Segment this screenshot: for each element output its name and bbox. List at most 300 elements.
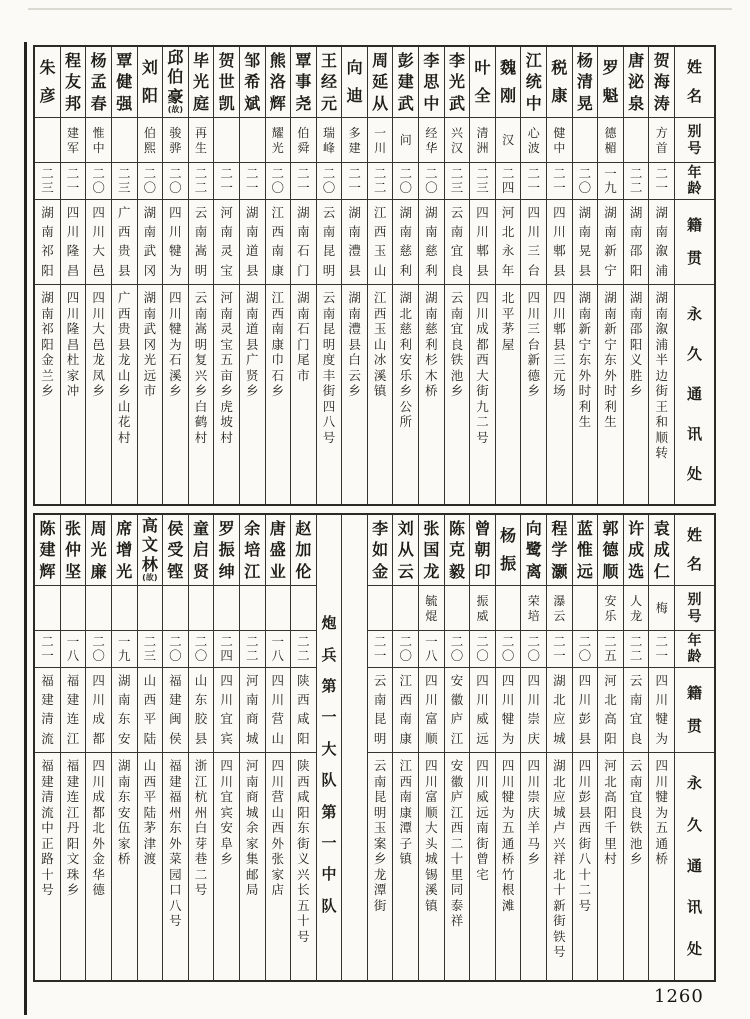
address-cell: 江 西 南 康 巾 石 乡 bbox=[271, 290, 285, 398]
alias-cell bbox=[291, 586, 316, 631]
origin-cell: 湖 南 慈 利 bbox=[419, 200, 444, 285]
roster-entry bbox=[392, 515, 418, 980]
origin-cell: 安 徽 庐 江 bbox=[445, 668, 470, 753]
age-cell: 二 三 bbox=[138, 631, 163, 668]
address-cell: 四 川 成 都 北 外 金 华 德 bbox=[92, 758, 105, 897]
age-cell: 二 〇 bbox=[163, 631, 188, 668]
roster-entry bbox=[495, 47, 521, 504]
address-cell: 四 川 富 顺 大 头 城 锡 溪 镇 bbox=[425, 758, 438, 913]
address-cell: 云 南 宜 良 铁 池 乡 bbox=[629, 758, 643, 866]
age-cell: 一 八 bbox=[61, 631, 86, 668]
roster-entry bbox=[111, 47, 137, 504]
origin-cell: 四 川 郫 县 bbox=[470, 200, 495, 285]
age-cell: 一 八 bbox=[419, 631, 444, 668]
alias-cell: 心 波 bbox=[521, 118, 546, 163]
age-cell: 二 〇 bbox=[393, 163, 418, 200]
roster-entry bbox=[648, 47, 674, 504]
name-cell: 曾 朝 印 bbox=[470, 515, 495, 586]
roster-entry bbox=[648, 515, 674, 980]
origin-cell: 广 西 贵 县 bbox=[112, 200, 137, 285]
address-cell: 湖 南 石 门 尾 市 bbox=[297, 290, 310, 383]
address-cell: 湖 南 新 宁 东 外 时 利 生 bbox=[578, 290, 592, 429]
age-cell: 二 三 bbox=[470, 163, 495, 200]
roster-entry bbox=[597, 515, 623, 980]
name-cell: 贺 海 涛 bbox=[649, 47, 674, 118]
age-cell: 二 三 bbox=[445, 163, 470, 200]
address-cell: 福 建 连 江 丹 阳 文 珠 乡 bbox=[66, 758, 80, 897]
age-cell: 二 〇 bbox=[496, 631, 521, 668]
age-cell: 二 〇 bbox=[445, 631, 470, 668]
header-age: 年 龄 bbox=[675, 163, 714, 200]
address-cell: 江 西 玉 山 冰 溪 镇 bbox=[373, 290, 387, 398]
binding-gutter-line bbox=[24, 42, 27, 1015]
origin-cell: 湖 南 晃 县 bbox=[573, 200, 598, 285]
address-cell: 湖 南 新 宁 东 外 时 利 生 bbox=[604, 290, 617, 429]
name-cell: 邹 希 斌 bbox=[240, 47, 265, 118]
name-cell: 彭 建 武 bbox=[393, 47, 418, 118]
address-cell: 广 西 贵 县 龙 山 乡 山 花 村 bbox=[117, 290, 131, 445]
origin-cell: 四 川 郫 县 bbox=[547, 200, 572, 285]
address-cell: 湖 北 慈 利 安 乐 乡 公 所 bbox=[399, 290, 413, 429]
origin-cell: 山 西 平 陆 bbox=[138, 668, 163, 753]
alias-cell: 汉 bbox=[496, 118, 521, 163]
name-cell: 程 学 灏 bbox=[547, 515, 572, 586]
roster-entry bbox=[597, 47, 623, 504]
name-cell: 刘 阳 bbox=[138, 47, 163, 118]
alias-cell: 振 威 bbox=[470, 586, 495, 631]
origin-cell: 云 南 昆 明 bbox=[317, 200, 342, 285]
age-cell: 二 二 bbox=[291, 631, 316, 668]
origin-cell: 湖 北 应 城 bbox=[547, 668, 572, 753]
address-cell: 四 川 彭 县 西 街 八 十 二 号 bbox=[578, 758, 592, 913]
origin-cell: 四 川 犍 为 bbox=[649, 668, 674, 753]
address-cell: 湖 南 祁 阳 金 兰 乡 bbox=[41, 290, 54, 398]
alias-cell: 健 中 bbox=[547, 118, 572, 163]
alias-cell: 耀 光 bbox=[266, 118, 291, 163]
age-cell: 二 一 bbox=[547, 631, 572, 668]
name-cell: 向 鹭 离 bbox=[521, 515, 546, 586]
roster-entry bbox=[341, 47, 367, 504]
address-cell: 北 平 茅 屋 bbox=[501, 290, 515, 352]
origin-cell: 四 川 营 山 bbox=[266, 668, 291, 753]
header-address: 永 久 通 讯 处 bbox=[686, 305, 702, 483]
address-cell: 云 南 嵩 明 复 兴 乡 白 鹤 村 bbox=[194, 290, 208, 445]
roster-entry bbox=[623, 515, 649, 980]
origin-cell: 四 川 犍 为 bbox=[496, 668, 521, 753]
age-cell: 二 二 bbox=[189, 163, 214, 200]
alias-cell: 伯 熙 bbox=[138, 118, 163, 163]
age-cell: 二 四 bbox=[214, 631, 239, 668]
origin-cell: 湖 南 东 安 bbox=[112, 668, 137, 753]
alias-cell: 清 洲 bbox=[470, 118, 495, 163]
name-cell: 叶 全 bbox=[470, 47, 495, 118]
roster-entry bbox=[546, 47, 572, 504]
alias-cell bbox=[214, 586, 239, 631]
alias-cell bbox=[35, 118, 60, 163]
alias-cell: 人 龙 bbox=[624, 586, 649, 631]
age-cell: 二 〇 bbox=[86, 163, 111, 200]
name-cell: 邱 伯 豪 (故) bbox=[163, 47, 188, 118]
roster-entry bbox=[623, 47, 649, 504]
header-address: 永 久 通 讯 处 bbox=[686, 774, 702, 958]
name-cell: 许 成 选 bbox=[624, 515, 649, 586]
alias-cell: 瑞 峰 bbox=[317, 118, 342, 163]
roster-entry bbox=[495, 515, 521, 980]
alias-cell: 骏 骅 bbox=[163, 118, 188, 163]
origin-cell: 江 西 南 康 bbox=[393, 668, 418, 753]
age-cell: 二 一 bbox=[547, 163, 572, 200]
origin-cell: 河 南 灵 宝 bbox=[214, 200, 239, 285]
alias-cell: 再 生 bbox=[189, 118, 214, 163]
alias-cell: 安 乐 bbox=[598, 586, 623, 631]
roster-entry bbox=[520, 515, 546, 980]
name-cell: 唐 盛 业 bbox=[266, 515, 291, 586]
origin-cell: 河 北 永 年 bbox=[496, 200, 521, 285]
origin-cell: 湖 南 澧 县 bbox=[342, 200, 367, 285]
alias-cell: 梅 bbox=[649, 586, 674, 631]
name-cell: 贺 世 凯 bbox=[214, 47, 239, 118]
address-cell: 四 川 大 邑 龙 凤 乡 bbox=[92, 290, 105, 398]
alias-cell bbox=[266, 586, 291, 631]
name-cell: 李 思 中 bbox=[419, 47, 444, 118]
age-cell: 二 一 bbox=[649, 163, 674, 200]
origin-cell: 江 西 南 康 bbox=[266, 200, 291, 285]
header-name: 姓 名 bbox=[675, 515, 714, 586]
address-cell: 四 川 犍 为 五 通 桥 bbox=[655, 758, 668, 866]
address-cell: 河 北 高 阳 千 里 村 bbox=[604, 758, 617, 866]
name-cell: 陈 克 毅 bbox=[445, 515, 470, 586]
origin-cell: 陕 西 咸 阳 bbox=[291, 668, 316, 753]
age-cell: 二 三 bbox=[112, 163, 137, 200]
roster-entry bbox=[213, 515, 239, 980]
address-cell: 山 西 平 陆 茅 津 渡 bbox=[143, 758, 157, 866]
name-cell: 覃 事 尧 bbox=[291, 47, 316, 118]
address-cell: 四 川 郫 县 三 元 场 bbox=[553, 290, 566, 398]
name-cell: 杨 孟 春 bbox=[86, 47, 111, 118]
alias-cell bbox=[112, 586, 137, 631]
address-cell: 浙 江 杭 州 白 芽 巷 二 号 bbox=[194, 758, 208, 897]
roster-entry bbox=[316, 47, 342, 504]
age-cell: 二 〇 bbox=[419, 163, 444, 200]
address-cell: 云 南 昆 明 度 丰 街 四 八 号 bbox=[322, 290, 336, 445]
age-cell: 二 〇 bbox=[86, 631, 111, 668]
age-cell: 二 〇 bbox=[393, 631, 418, 668]
address-cell: 四 川 威 远 南 街 曾 宅 bbox=[476, 758, 489, 882]
age-cell: 二 一 bbox=[61, 163, 86, 200]
roster-entry bbox=[290, 515, 316, 980]
age-cell: 二 四 bbox=[496, 163, 521, 200]
address-cell: 湖 南 武 冈 光 远 市 bbox=[143, 290, 157, 398]
roster-entry bbox=[85, 47, 111, 504]
origin-cell: 福 建 连 江 bbox=[61, 668, 86, 753]
roster-entry bbox=[60, 47, 86, 504]
address-cell: 湖 南 慈 利 杉 木 桥 bbox=[425, 290, 438, 398]
name-cell: 蓝 惟 远 bbox=[573, 515, 598, 586]
alias-cell: 多 建 bbox=[342, 118, 367, 163]
name-cell: 席 增 光 bbox=[112, 515, 137, 586]
header-name: 姓 名 bbox=[675, 47, 714, 118]
age-cell: 二 〇 bbox=[573, 163, 598, 200]
address-cell: 湖 南 澧 县 白 云 乡 bbox=[348, 290, 361, 398]
name-cell: 陈 建 辉 bbox=[35, 515, 60, 586]
roster-entry bbox=[239, 515, 265, 980]
roster-table-top bbox=[33, 45, 716, 506]
name-cell: 税 康 bbox=[547, 47, 572, 118]
alias-cell bbox=[240, 118, 265, 163]
age-cell: 一 九 bbox=[598, 163, 623, 200]
address-cell: 四 川 三 台 新 德 乡 bbox=[527, 290, 540, 398]
roster-entry bbox=[111, 515, 137, 980]
age-cell: 二 一 bbox=[240, 163, 265, 200]
origin-cell: 四 川 彭 县 bbox=[573, 668, 598, 753]
roster-entry bbox=[392, 47, 418, 504]
address-cell: 云 南 宜 良 铁 池 乡 bbox=[450, 290, 464, 398]
alias-cell bbox=[163, 586, 188, 631]
address-cell: 江 西 南 康 潭 子 镇 bbox=[399, 758, 413, 866]
address-cell: 福 建 清 流 中 正 路 十 号 bbox=[41, 758, 54, 897]
roster-entry bbox=[60, 515, 86, 980]
age-cell: 二 五 bbox=[598, 631, 623, 668]
origin-cell: 湖 南 石 门 bbox=[291, 200, 316, 285]
age-cell: 二 一 bbox=[649, 631, 674, 668]
age-cell: 二 〇 bbox=[470, 631, 495, 668]
origin-cell: 湖 南 道 县 bbox=[240, 200, 265, 285]
address-cell: 四 川 营 山 西 外 张 家 店 bbox=[271, 758, 285, 897]
origin-cell: 山 东 胶 县 bbox=[189, 668, 214, 753]
alias-cell bbox=[86, 586, 111, 631]
origin-cell: 河 南 商 城 bbox=[240, 668, 265, 753]
address-cell: 湖 南 邵 阳 义 胜 乡 bbox=[629, 290, 643, 398]
address-cell: 四 川 宜 宾 安 阜 乡 bbox=[220, 758, 233, 866]
name-cell: 程 友 邦 bbox=[61, 47, 86, 118]
roster-entry bbox=[137, 47, 163, 504]
origin-cell: 云 南 宜 良 bbox=[624, 668, 649, 753]
origin-cell: 湖 南 慈 利 bbox=[393, 200, 418, 285]
roster-entry bbox=[546, 515, 572, 980]
alias-cell bbox=[445, 586, 470, 631]
alias-cell: 毓 焜 bbox=[419, 586, 444, 631]
age-cell: 二 〇 bbox=[573, 631, 598, 668]
roster-entry bbox=[572, 47, 598, 504]
header-age: 年 龄 bbox=[675, 631, 714, 668]
empty-column bbox=[341, 515, 367, 980]
alias-cell: 瀑 云 bbox=[547, 586, 572, 631]
age-cell: 二 〇 bbox=[189, 631, 214, 668]
age-cell: 二 二 bbox=[624, 163, 649, 200]
name-cell: 张 仲 坚 bbox=[61, 515, 86, 586]
name-cell: 朱 彦 bbox=[35, 47, 60, 118]
origin-cell: 云 南 宜 良 bbox=[445, 200, 470, 285]
origin-cell: 湖 南 邵 阳 bbox=[624, 200, 649, 285]
origin-cell: 云 南 嵩 明 bbox=[189, 200, 214, 285]
name-cell: 熊 洛 辉 bbox=[266, 47, 291, 118]
alias-cell bbox=[138, 586, 163, 631]
origin-cell: 四 川 崇 庆 bbox=[521, 668, 546, 753]
address-cell: 湖 南 道 县 广 贤 乡 bbox=[245, 290, 259, 398]
origin-cell: 湖 南 新 宁 bbox=[598, 200, 623, 285]
origin-cell: 四 川 大 邑 bbox=[86, 200, 111, 285]
roster-entry bbox=[444, 515, 470, 980]
roster-entry bbox=[290, 47, 316, 504]
name-cell: 侯 受 铿 bbox=[163, 515, 188, 586]
roster-entry bbox=[213, 47, 239, 504]
address-cell: 四 川 犍 为 石 溪 乡 bbox=[169, 290, 182, 398]
alias-cell bbox=[61, 586, 86, 631]
roster-entry bbox=[137, 515, 163, 980]
alias-cell: 方 首 bbox=[649, 118, 674, 163]
roster-entry bbox=[444, 47, 470, 504]
roster-entry bbox=[367, 47, 393, 504]
roster-entry bbox=[265, 515, 291, 980]
name-cell: 袁 成 仁 bbox=[649, 515, 674, 586]
age-cell: 二 〇 bbox=[317, 163, 342, 200]
roster-entry bbox=[162, 47, 188, 504]
alias-cell: 经 华 bbox=[419, 118, 444, 163]
age-cell: 二 一 bbox=[291, 163, 316, 200]
origin-cell: 福 建 闽 侯 bbox=[163, 668, 188, 753]
roster-entry bbox=[85, 515, 111, 980]
age-cell: 二 〇 bbox=[138, 163, 163, 200]
name-cell: 童 启 贤 bbox=[189, 515, 214, 586]
alias-cell: 一 川 bbox=[368, 118, 393, 163]
age-cell: 一 八 bbox=[266, 631, 291, 668]
alias-cell bbox=[368, 586, 393, 631]
age-cell: 二 一 bbox=[521, 163, 546, 200]
alias-cell bbox=[393, 586, 418, 631]
roster-entry bbox=[520, 47, 546, 504]
roster-table-bottom bbox=[33, 513, 716, 982]
roster-entry bbox=[367, 515, 393, 980]
origin-cell: 湖 南 溆 浦 bbox=[649, 200, 674, 285]
roster-entry bbox=[469, 47, 495, 504]
origin-cell: 江 西 玉 山 bbox=[368, 200, 393, 285]
name-cell: 杨 清 晃 bbox=[573, 47, 598, 118]
address-cell: 河 南 灵 宝 五 亩 乡 虎 坡 村 bbox=[220, 290, 233, 445]
alias-cell bbox=[573, 586, 598, 631]
roster-entry bbox=[35, 47, 60, 504]
address-cell: 湖 南 东 安 伍 家 桥 bbox=[117, 758, 131, 866]
name-cell: 赵 加 伦 bbox=[291, 515, 316, 586]
origin-cell: 四 川 成 都 bbox=[86, 668, 111, 753]
alias-cell bbox=[35, 586, 60, 631]
name-cell: 周 延 从 bbox=[368, 47, 393, 118]
address-cell: 福 建 福 州 东 外 菜 园 口 八 号 bbox=[169, 758, 182, 928]
alias-cell: 惟 中 bbox=[86, 118, 111, 163]
roster-entry bbox=[418, 47, 444, 504]
address-cell: 四 川 崇 庆 羊 马 乡 bbox=[527, 758, 540, 866]
name-cell: 杨 振 bbox=[496, 515, 521, 586]
roster-entry bbox=[188, 47, 214, 504]
roster-entry bbox=[239, 47, 265, 504]
age-cell: 二 三 bbox=[35, 163, 60, 200]
header-alias: 别 号 bbox=[675, 118, 714, 163]
alias-cell bbox=[496, 586, 521, 631]
age-cell: 一 九 bbox=[112, 631, 137, 668]
origin-cell: 河 北 高 阳 bbox=[598, 668, 623, 753]
alias-cell bbox=[189, 586, 214, 631]
alias-cell bbox=[112, 118, 137, 163]
address-cell: 湖 北 应 城 卢 兴 祥 北 十 新 街 铁 号 bbox=[553, 758, 566, 959]
header-alias: 别 号 bbox=[675, 586, 714, 631]
address-cell: 四 川 成 都 西 大 街 九 二 号 bbox=[476, 290, 489, 445]
header-origin: 籍 贯 bbox=[675, 668, 714, 753]
origin-cell: 四 川 犍 为 bbox=[163, 200, 188, 285]
column-headers bbox=[674, 47, 714, 504]
column-headers bbox=[674, 515, 714, 980]
age-cell: 二 一 bbox=[342, 163, 367, 200]
name-cell: 向 迪 bbox=[342, 47, 367, 118]
name-cell: 李 如 金 bbox=[368, 515, 393, 586]
origin-cell: 四 川 威 远 bbox=[470, 668, 495, 753]
alias-cell bbox=[214, 118, 239, 163]
roster-entry bbox=[162, 515, 188, 980]
address-cell: 安 徽 庐 江 西 二 十 里 同 泰 祥 bbox=[450, 758, 464, 928]
age-cell: 二 一 bbox=[368, 631, 393, 668]
age-cell: 二 一 bbox=[214, 163, 239, 200]
name-cell: 唐 泌 泉 bbox=[624, 47, 649, 118]
name-cell: 覃 健 强 bbox=[112, 47, 137, 118]
age-cell: 二 一 bbox=[35, 631, 60, 668]
name-cell: 郭 德 顺 bbox=[598, 515, 623, 586]
origin-cell: 云 南 昆 明 bbox=[368, 668, 393, 753]
name-cell: 余 培 江 bbox=[240, 515, 265, 586]
age-cell: 二 二 bbox=[624, 631, 649, 668]
name-cell: 魏 刚 bbox=[496, 47, 521, 118]
alias-cell: 德 楣 bbox=[598, 118, 623, 163]
age-cell: 二 〇 bbox=[521, 631, 546, 668]
name-cell: 罗 振 绅 bbox=[214, 515, 239, 586]
name-cell: 张 国 龙 bbox=[419, 515, 444, 586]
origin-cell: 四 川 富 顺 bbox=[419, 668, 444, 753]
age-cell: 二 〇 bbox=[266, 163, 291, 200]
address-cell: 河 南 商 城 余 家 集 邮 局 bbox=[245, 758, 259, 897]
address-cell: 陕 西 咸 阳 东 街 义 兴 长 五 十 号 bbox=[297, 758, 310, 944]
name-cell: 王 经 元 bbox=[317, 47, 342, 118]
alias-cell bbox=[624, 118, 649, 163]
age-cell: 二 二 bbox=[368, 163, 393, 200]
page-edge-shadow bbox=[28, 8, 732, 10]
alias-cell: 伯 舜 bbox=[291, 118, 316, 163]
name-cell: 毕 光 庭 bbox=[189, 47, 214, 118]
age-cell: 二 〇 bbox=[163, 163, 188, 200]
origin-cell: 四 川 隆 昌 bbox=[61, 200, 86, 285]
section-title: 炮 兵 第 一 大 队 第 一 中 队 bbox=[321, 614, 337, 915]
alias-cell: 兴 汉 bbox=[445, 118, 470, 163]
address-cell: 云 南 昆 明 玉 案 乡 龙 潭 街 bbox=[373, 758, 387, 913]
origin-cell: 福 建 清 流 bbox=[35, 668, 60, 753]
address-cell: 湖 南 溆 浦 半 边 街 王 和 顺 转 bbox=[655, 290, 668, 460]
alias-cell bbox=[573, 118, 598, 163]
header-origin: 籍 贯 bbox=[675, 200, 714, 285]
roster-entry bbox=[418, 515, 444, 980]
address-cell: 四 川 犍 为 五 通 桥 竹 根 滩 bbox=[501, 758, 515, 913]
alias-cell: 荣 培 bbox=[521, 586, 546, 631]
address-cell: 四 川 隆 昌 杜 家 冲 bbox=[66, 290, 80, 398]
alias-cell: 问 bbox=[393, 118, 418, 163]
roster-entry bbox=[469, 515, 495, 980]
name-cell: 周 光 廉 bbox=[86, 515, 111, 586]
roster-entry bbox=[572, 515, 598, 980]
alias-cell: 建 军 bbox=[61, 118, 86, 163]
alias-cell bbox=[240, 586, 265, 631]
roster-entry bbox=[265, 47, 291, 504]
origin-cell: 湖 南 武 冈 bbox=[138, 200, 163, 285]
roster-entry bbox=[188, 515, 214, 980]
origin-cell: 四 川 宜 宾 bbox=[214, 668, 239, 753]
name-cell: 罗 魁 bbox=[598, 47, 623, 118]
name-cell: 刘 从 云 bbox=[393, 515, 418, 586]
section-separator bbox=[316, 515, 342, 980]
